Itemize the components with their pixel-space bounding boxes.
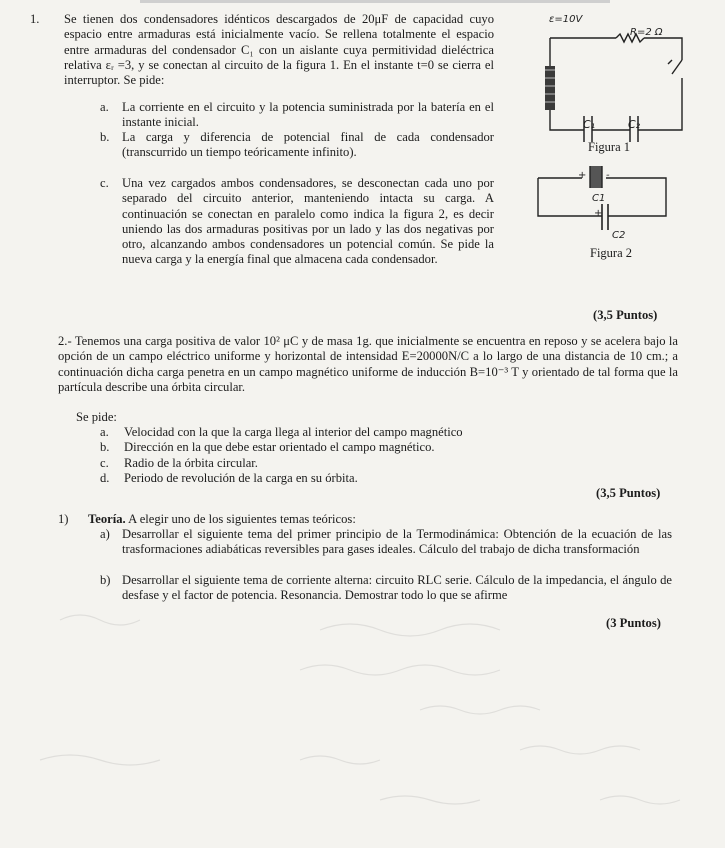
problem-3-item-a [100, 527, 672, 558]
item-label: c. [100, 455, 109, 470]
problem-3-number: 1) [58, 512, 69, 526]
item-text: Radio de la órbita circular. [124, 455, 258, 470]
problem-3-intro [58, 512, 678, 527]
item-label: b. [100, 440, 110, 455]
item-text: Una vez cargados ambos condensadores, se desconectan cada uno por separado del circuito anterior, manteniendo intacta su carga. A continuación se conectan en paralelo como indica la figura 2, es decir uniendo las dos armaduras positivas por un lado y las dos negativas por otro, alcanzando ambos condensadores un potencial común. Se pide la nueva carga y la energía final que almacena cada condensador. [122, 176, 494, 267]
capacitor-c2-label: C₂ [628, 118, 641, 131]
problem-2-intro [58, 334, 678, 395]
problem-2-text: Tenemos una carga positiva de valor 10² μC y de masa 1g. que inicialmente se encuentra en reposo y se acelera bajo la opción de un campo eléctrico uniforme y horizontal de intensidad E=20000N/C a lo largo de una distancia de 10 cm.; a continuación dicha carga penetra en un campo magnético uniforme de inducción B=10⁻³ T y orientado de tal forma que la partícula describe una órbita circular. [58, 334, 679, 394]
item-label: a) [100, 527, 110, 541]
problem-2-items [100, 425, 680, 486]
resistor-label: R=2 Ω [630, 27, 663, 38]
problem-2-number: 2.- [58, 334, 72, 348]
problem-3-points: (3 Puntos) [606, 616, 661, 630]
item-text: Desarrollar el siguiente tema del primer principio de la Termodinámica: Obtención de la ecuación de las trasformaciones adiabáticas reversibles para gases ideales. Cálculo del trabajo de dicha transformación [122, 527, 672, 557]
figure-2-label: Figura 2 [590, 246, 633, 260]
item-text: Periodo de revolución de la carga en su órbita. [124, 470, 358, 485]
problem-3-item-b [100, 573, 672, 604]
problem-1-item-c [100, 176, 494, 268]
item-label: a. [100, 100, 109, 114]
figure-1-label: Figura 1 [588, 140, 631, 154]
item-text: Desarrollar el siguiente tema de corriente alterna: circuito RLC serie. Cálculo de la impedancia, el ángulo de desfase y el factor de potencia. Resonancia. Demostrar todo lo que se afirme [122, 573, 672, 603]
item-text: La carga y diferencia de potencial final de cada condensador (transcurrido un tiempo teóricamente infinito). [122, 130, 494, 160]
item-label: a. [100, 425, 109, 439]
problem-2-item-d [100, 471, 680, 486]
problem-3-title: Teoría. [88, 512, 126, 526]
problem-2-item-b [100, 440, 680, 455]
item-label: b. [100, 130, 110, 144]
fig2-minus-1: - [606, 170, 610, 181]
fig2-c2-label: C2 [612, 230, 626, 241]
item-label: b) [100, 573, 111, 587]
problem-1-item-a [100, 100, 494, 131]
capacitor-c1-dielectric-icon [590, 166, 602, 188]
problem-2-ask: Se pide: [76, 410, 117, 424]
problem-1 [30, 12, 500, 267]
item-text: La corriente en el circuito y la potencia suministrada por la batería en el instante inicial. [122, 100, 494, 130]
capacitor-c1-label: C₁ [583, 118, 596, 131]
problem-2-item-a [100, 425, 680, 440]
item-text: Velocidad con la que la carga llega al interior del campo magnético [124, 425, 463, 439]
battery-icon [545, 66, 555, 110]
emf-label: ε=10V [549, 14, 583, 25]
circuit-wires [550, 34, 682, 130]
problem-1-item-b [100, 130, 494, 161]
item-label: c. [100, 176, 109, 190]
problem-1-number: 1. [30, 12, 40, 26]
top-edge-line [140, 0, 610, 3]
fig2-c1-label: C1 [592, 193, 606, 204]
problem-2-points: (3,5 Puntos) [596, 486, 661, 500]
figure-2-circuit [532, 156, 672, 246]
problem-3-text: A elegir uno de los siguientes temas teóricos: [128, 512, 356, 526]
problem-1-intro: Se tienen dos condensadores idénticos descargados de 20μF de capacidad cuyo espacio entre armaduras está inicialmente vacío. Se rellena totalmente el espacio entre armaduras del condensador C₁ con un aislante cuya permitividad dieléctrica relativa εᵣ =3, y se conectan al circuito de la figura 1. En el instante t=0 se cierra el interruptor. Se pide: [64, 12, 494, 88]
fig2-plus-2: + [594, 208, 603, 219]
fig2-plus-1: + [578, 170, 587, 181]
problem-2-item-c [100, 456, 680, 471]
bleed-through-texture [0, 600, 725, 848]
problem-1-points: (3,5 Puntos) [593, 308, 658, 322]
figure-1-circuit [532, 8, 702, 143]
item-label: d. [100, 470, 110, 485]
item-text: Dirección en la que debe estar orientado el campo magnético. [124, 440, 435, 455]
